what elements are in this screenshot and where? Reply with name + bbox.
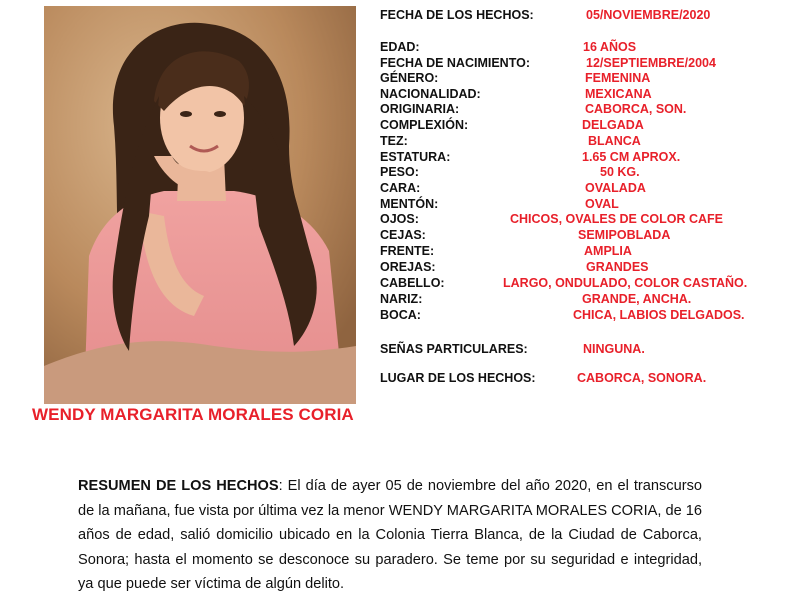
boca-label: BOCA: xyxy=(380,308,421,322)
estatura-label: ESTATURA: xyxy=(380,150,451,164)
peso-value: 50 KG. xyxy=(600,165,640,179)
menton-value: OVAL xyxy=(585,197,619,211)
originaria-value: CABORCA, SON. xyxy=(585,102,687,116)
missing-person-photo xyxy=(44,6,356,404)
originaria-label: ORIGINARIA: xyxy=(380,102,460,116)
lugar-value: CABORCA, SONORA. xyxy=(577,371,707,385)
nacimiento-label: FECHA DE NACIMIENTO: xyxy=(380,56,530,70)
nacionalidad-value: MEXICANA xyxy=(585,87,652,101)
summary-label: RESUMEN DE LOS HECHOS xyxy=(78,478,279,494)
orejas-label: OREJAS: xyxy=(380,260,436,274)
fecha-hechos-value: 05/NOVIEMBRE/2020 xyxy=(586,8,711,22)
edad-label: EDAD: xyxy=(380,40,420,54)
cara-value: OVALADA xyxy=(585,181,646,195)
complexion-value: DELGADA xyxy=(582,118,644,132)
senas-value: NINGUNA. xyxy=(583,342,645,356)
nacionalidad-label: NACIONALIDAD: xyxy=(380,87,481,101)
tez-value: BLANCA xyxy=(588,134,641,148)
nacimiento-value: 12/SEPTIEMBRE/2004 xyxy=(586,56,716,70)
boca-value: CHICA, LABIOS DELGADOS. xyxy=(573,308,745,322)
orejas-value: GRANDES xyxy=(586,260,649,274)
edad-value: 16 AÑOS xyxy=(583,40,637,54)
nariz-label: NARIZ: xyxy=(380,292,423,306)
estatura-value: 1.65 CM APROX. xyxy=(582,150,681,164)
cejas-value: SEMIPOBLADA xyxy=(578,228,671,242)
senas-label: SEÑAS PARTICULARES: xyxy=(380,342,528,356)
cabello-label: CABELLO: xyxy=(380,276,445,290)
frente-label: FRENTE: xyxy=(380,244,435,258)
fecha-hechos-label: FECHA DE LOS HECHOS: xyxy=(380,8,534,22)
summary-text: : El día de ayer 05 de noviembre del año 2020, en el transcurso de la mañana, fue vista por última vez la menor WENDY MARGARITA MORALES CORIA, de 16 años de edad, salió domicilio ubicado en la Colonia Tierra Blanca, de la Ciudad de Caborca, Sonora; hasta el momento se desconoce su paradero. Se teme por su seguridad e integridad, ya que puede ser víctima de algún delito. xyxy=(78,478,702,592)
ojos-value: CHICOS, OVALES DE COLOR CAFE xyxy=(510,212,723,226)
nariz-value: GRANDE, ANCHA. xyxy=(582,292,692,306)
cara-label: CARA: xyxy=(380,181,421,195)
cejas-label: CEJAS: xyxy=(380,228,426,242)
frente-value: AMPLIA xyxy=(584,244,632,258)
lugar-label: LUGAR DE LOS HECHOS: xyxy=(380,371,536,385)
complexion-label: COMPLEXIÓN: xyxy=(380,118,469,132)
tez-label: TEZ: xyxy=(380,134,408,148)
cabello-value: LARGO, ONDULADO, COLOR CASTAÑO. xyxy=(503,276,748,290)
genero-label: GÉNERO: xyxy=(380,71,439,85)
subject-name: WENDY MARGARITA MORALES CORIA xyxy=(32,405,354,424)
menton-label: MENTÓN: xyxy=(380,197,439,211)
genero-value: FEMENINA xyxy=(585,71,651,85)
peso-label: PESO: xyxy=(380,165,419,179)
summary-paragraph xyxy=(78,474,702,597)
ojos-label: OJOS: xyxy=(380,212,419,226)
